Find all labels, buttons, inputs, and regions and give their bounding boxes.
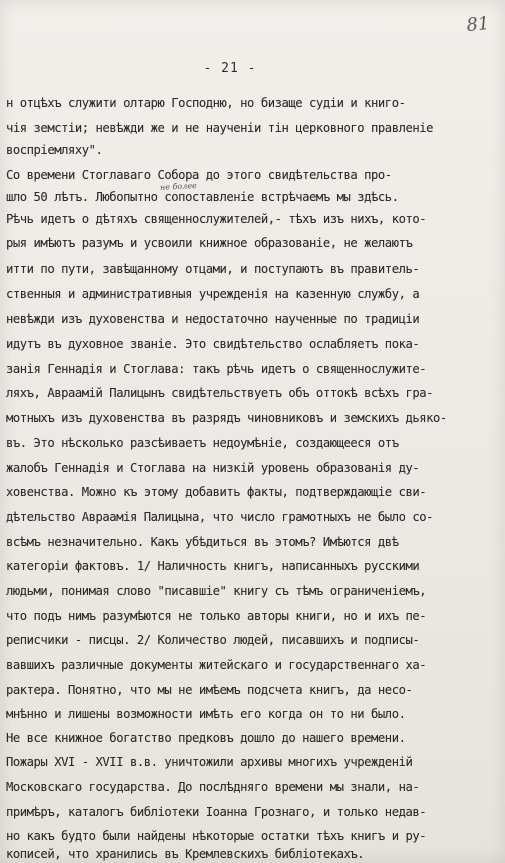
text-line: шло 50 лѣтъ. Любопытно сопоставленіе встрѣчаемъ мы здѣсь. bbox=[6, 190, 399, 204]
text-line: Пожары XVI - XVII в.в. уничтожили архивы многихъ учрежденій bbox=[6, 755, 413, 769]
text-line: Не все книжное богатство предковъ дошло до нашего времени. bbox=[6, 731, 406, 745]
text-line: реписчики - писцы. 2/ Количество людей, писавшихъ и подписы- bbox=[6, 633, 420, 647]
text-line: ховенства. Можно къ этому добавить факты, подтверждающіе сви- bbox=[6, 485, 427, 499]
text-line: дѣтельство Авраамія Палицына, что число грамотныхъ не было со- bbox=[6, 510, 434, 524]
text-line: категоріи фактовъ. 1/ Наличность книгъ, написанныхъ русскими bbox=[6, 559, 420, 573]
text-line: вавшихъ различные документы житейскаго и государственнаго ха- bbox=[6, 658, 427, 672]
text-line: воспріемляху". bbox=[6, 143, 103, 157]
text-line: ственныя и административныя учрежденія на казенную службу, а bbox=[6, 287, 420, 301]
text-line: Московскаго государства. До послѣдняго времени мы знали, на- bbox=[6, 780, 420, 794]
handwritten-insert: не более bbox=[159, 181, 198, 192]
text-line: что подъ нимъ разумѣются не только авторы книги, но и ихъ пе- bbox=[6, 609, 427, 623]
text-line: примѣръ, каталогъ библіотеки Іоанна Грознаго, и только недав- bbox=[6, 805, 427, 819]
text-line: рыя имѣютъ разумъ и усвоили книжное образованіе, не желаютъ bbox=[6, 236, 413, 250]
text-line: Рѣчь идетъ о дѣтяхъ священнослужителей,- тѣхъ изъ нихъ, кото- bbox=[6, 212, 427, 226]
text-line: ляхъ, Авраамій Палицынъ свидѣтельствуетъ объ оттокѣ всѣхъ гра- bbox=[6, 386, 434, 400]
text-line: но какъ будто были найдены нѣкоторые остатки тѣхъ книгъ и ру- bbox=[6, 829, 427, 843]
text-line: н отцѣхъ служити олтарю Господню, но бизаще судіи и книго- bbox=[6, 96, 406, 110]
text-line: идутъ въ духовное званіе. Это свидѣтельство ослабляетъ пока- bbox=[6, 337, 420, 351]
text-line: рактера. Понятно, что мы не имѣемъ подсчета книгъ, да несо- bbox=[6, 683, 413, 697]
text-line: людьми, понимая слово "писавшіе" книгу съ тѣмъ ограниченіемъ, bbox=[6, 584, 427, 598]
text-line: итти по пути, завѣщанному отцами, и поступаютъ въ правитель- bbox=[6, 262, 420, 276]
text-line: жалобъ Геннадія и Стоглава на низкій уровень образованія ду- bbox=[6, 461, 420, 475]
text-line: всѣмъ незначительно. Какъ убѣдиться въ этомъ? Имѣются двѣ bbox=[6, 535, 399, 549]
text-line: кописей, что хранились въ Кремлевскихъ библіотекахъ. bbox=[6, 847, 365, 861]
text-line: чія земстіи; невѣжди же и не наученіи тін церковного правленіе bbox=[6, 121, 434, 135]
text-line: невѣжди изъ духовенства и недостаточно наученные по традиціи bbox=[6, 312, 420, 326]
body-text bbox=[6, 0, 498, 863]
text-line: занія Геннадія и Стоглава: такъ рѣчь идетъ о священнослужите- bbox=[6, 362, 427, 376]
handwritten-folio-number: 81 bbox=[465, 12, 491, 37]
text-line: мотныхъ изъ духовенства въ разрядъ чиновниковъ и земскихъ дьяко- bbox=[6, 411, 447, 425]
text-line: Со времени Стоглаваго Собора до этого свидѣтельства про- bbox=[6, 168, 392, 182]
page-number: - 21 - bbox=[203, 61, 257, 76]
text-line: мнѣнно и лишены возможности имѣть его когда он то ни было. bbox=[6, 707, 406, 721]
text-line: въ. Это нѣсколько разсѣиваетъ недоумѣніе, создающееся отъ bbox=[6, 436, 399, 450]
